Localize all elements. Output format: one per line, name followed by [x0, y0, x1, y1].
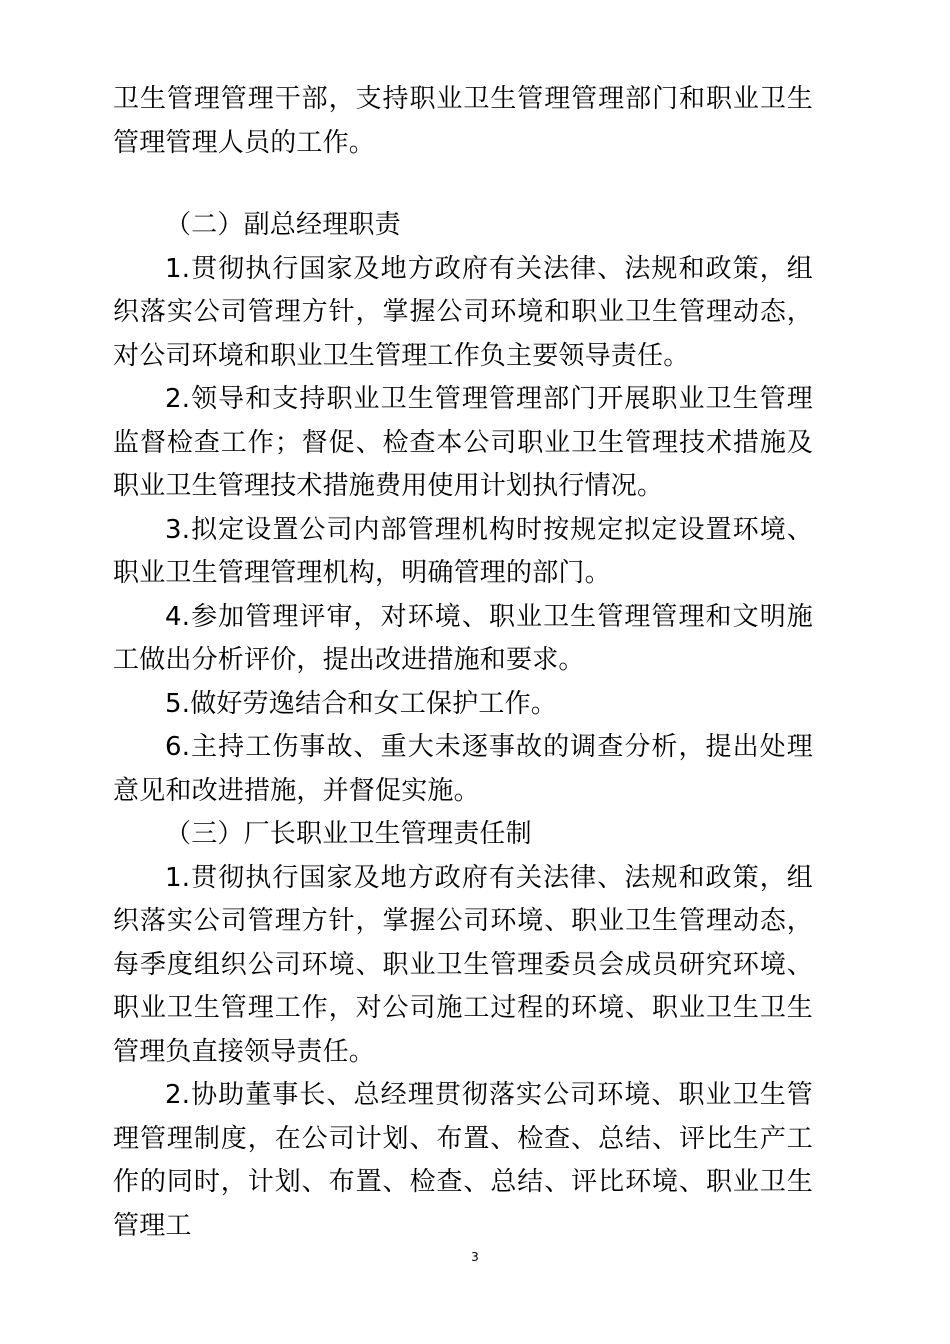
page-number: 3	[471, 1250, 479, 1264]
section-2-item-1: 1.贯彻执行国家及地方政府有关法律、法规和政策，组织落实公司管理方针，掌握公司环境和职业卫生管理动态，对公司环境和职业卫生管理工作负主要领导责任。	[113, 253, 813, 371]
paragraph-gap	[113, 165, 813, 204]
section-2-item-2: 2.领导和支持职业卫生管理管理部门开展职业卫生管理监督检查工作；督促、检查本公司职业卫生管理技术措施及职业卫生管理技术措施费用使用计划执行情况。	[113, 384, 813, 501]
section-2-item-3: 3.拟定设置公司内部管理机构时按规定拟定设置环境、职业卫生管理管理机构，明确管理的部门。	[113, 514, 813, 588]
section-2-item-6: 6.主持工伤事故、重大未逐事故的调查分析，提出处理意见和改进措施，并督促实施。	[113, 732, 813, 806]
section-2-item-5: 5.做好劳逸结合和女工保护工作。	[165, 688, 558, 719]
document-body	[113, 78, 813, 1248]
intro-paragraph: 卫生管理管理干部，支持职业卫生管理管理部门和职业卫生管理管理人员的工作。	[113, 84, 813, 158]
section-2-heading: （二）副总经理职责	[165, 210, 401, 240]
section-3-item-1: 1.贯彻执行国家及地方政府有关法律、法规和政策，组织落实公司管理方针，掌握公司环境、职业卫生管理动态，每季度组织公司环境、职业卫生管理委员会成员研究环境、职业卫生管理工作，对公司施工过程的环境、职业卫生卫生管理负直接领导责任。	[113, 862, 813, 1067]
section-3-item-2: 2.协助董事长、总经理贯彻落实公司环境、职业卫生管理管理制度，在公司计划、布置、检查、总结、评比生产工作的同时，计划、布置、检查、总结、评比环境、职业卫生管理工	[113, 1080, 813, 1241]
section-3-heading: （三）厂长职业卫生管理责任制	[165, 819, 532, 849]
section-2-item-4: 4.参加管理评审，对环境、职业卫生管理管理和文明施工做出分析评价，提出改进措施和要求。	[113, 601, 813, 675]
